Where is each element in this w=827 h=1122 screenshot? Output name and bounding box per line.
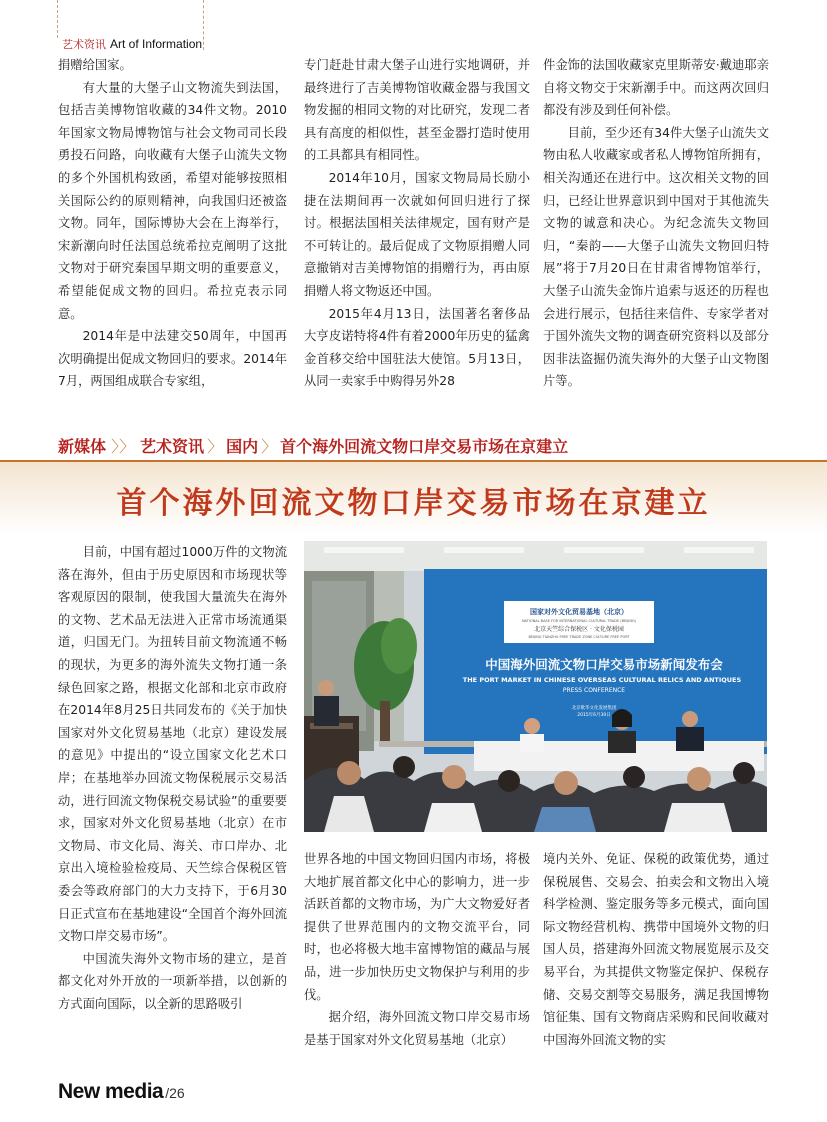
breadcrumb-separator: 〉 — [261, 437, 278, 456]
paragraph: 件金饰的法国收藏家克里斯蒂安·戴迪耶亲自将文物交于宋新潮手中。而这两次回归都没有涉及到任何补偿。 — [543, 58, 769, 118]
press-conference-photo — [304, 541, 767, 832]
magazine-name: New media — [58, 1080, 164, 1103]
breadcrumb-separator: 〉 — [207, 437, 224, 456]
article-col-2 — [304, 848, 530, 1051]
section-tag — [62, 36, 202, 52]
breadcrumb-domestic[interactable]: 国内 — [226, 437, 259, 456]
screen-date: 2015年6月30日 — [577, 713, 611, 718]
paragraph: 据介绍，海外回流文物口岸交易市场是基于国家对外文化贸易基地（北京） — [304, 1010, 530, 1047]
paragraph: 2014年是中法建交50周年，中国再次明确提出促成文物回归的要求。2014年7月，两国组成联合专家组， — [58, 329, 287, 389]
top-col-1 — [58, 54, 287, 393]
top-col-2 — [304, 54, 530, 393]
press-conference-image — [304, 541, 767, 832]
screen-title-cn: 中国海外回流文物口岸交易市场新闻发布会 — [485, 657, 723, 672]
paragraph: 目前，至少还有34件大堡子山流失文物由私人收藏家或者私人博物馆所拥有，相关沟通还在进行中。这次相关文物的回归，已经让世界意识到中国对于其他流失文物的诚意和决心。为纪念流失文物回归，“秦韵——大堡子山流失文物回归特展”将于7月20日在甘肃省博物馆举行，大堡子山流失金饰片追索与返还的历程也会进行展示，包括往来信件、专家学者对于国外流失文物的调查研究资料以及部分因非法盗掘仍流失海外的大堡子山文物图片等。 — [543, 125, 769, 389]
paragraph: 中国流失海外文物市场的建立，是首都文化对外开放的一项新举措，以创新的方式面向国际，以全新的思路吸引 — [58, 951, 287, 1011]
section-tag-en: Art of Information — [110, 37, 203, 51]
breadcrumb — [58, 434, 568, 457]
page-number: /26 — [165, 1085, 185, 1101]
breadcrumb-new-media[interactable]: 新媒体 — [58, 437, 107, 456]
screen-sub-en: BEIJING TIANZHU FREE TRADE ZONE CULTURE FREE PORT — [528, 635, 630, 639]
screen-org: 北京歌华文化发展集团 — [571, 706, 617, 711]
page-footer — [58, 1080, 185, 1104]
screen-top-en: NATIONAL BASE FOR INTERNATIONAL CULTURAL TRADE (BEIJING) — [521, 619, 637, 623]
breadcrumb-separator: 〉〉 — [111, 437, 136, 456]
section-tag-cn: 艺术资讯 — [62, 38, 106, 51]
paragraph: 有大量的大堡子山文物流失到法国，包括吉美博物馆收藏的34件文物。2010年国家文物局博物馆与社会文物司司长段勇投石问路，向收藏有大堡子山流失文物的多个外国机构致函，希望对能够按照相关国际公约的原则精神，向我国归还被盗文物。同年，国际博协大会在上海举行，宋新潮向时任法国总统希拉克阐明了这批文物对于研究秦国早期文明的重要意义，希望能促成文物的回归。希拉克表示同意。 — [58, 80, 287, 321]
header-dash-right — [203, 0, 204, 50]
breadcrumb-current: 首个海外回流文物口岸交易市场在京建立 — [280, 437, 569, 456]
screen-top-cn: 国家对外文化贸易基地（北京） — [530, 608, 628, 616]
screen-title-en: THE PORT MARKET IN CHINESE OVERSEAS CULTURAL RELICS AND ANTIQUES — [462, 676, 742, 684]
paragraph: 目前，中国有超过1000万件的文物流落在海外，但由于历史原因和市场现状等客观原因的限制，使我国大量流失在海外的文物、艺术品无法进入正常市场流通渠道，归国无门。为扭转目前文物流通不畅的现状，为更多的海外流失文物打通一条绿色回家之路，根据文化部和北京市政府在2014年8月25日共同发布的《关于加快国家对外文化贸易基地（北京）建设发展的意见》中提出的“设立国家文化艺术口岸；在基地举办回流文物保税展示交易活动，进行回流文物保税交易试验”的重要要求，国家对外文化贸易基地（北京）在市文物局、市文化局、海关、市口岸办、北京出入境检验检疫局、天竺综合保税区管委会等政府部门的大力支持下，于6月30日正式宣布在基地建设“全国首个海外回流文物口岸交易市场”。 — [58, 545, 287, 944]
paragraph: 专门赶赴甘肃大堡子山进行实地调研，并最终进行了吉美博物馆收藏金器与我国文物发掘的相同文物的对比研究，发现二者具有高度的相似性，甚至金器打造时使用的工具都具有相同性。 — [304, 58, 530, 163]
breadcrumb-art-news[interactable]: 艺术资讯 — [140, 437, 205, 456]
article-title: 首个海外回流文物口岸交易市场在京建立 — [116, 486, 711, 521]
screen-press: PRESS CONFERENCE — [562, 687, 626, 694]
header-dash-left — [57, 0, 58, 38]
paragraph: 世界各地的中国文物回归国内市场，将极大地扩展首都文化中心的影响力，进一步活跃首都的文物市场，为广大文物爱好者提供了世界范围内的文物交流平台，同时，也必将极大地丰富博物馆的藏品与展品，进一步加快历史文物保护与利用的步伐。 — [304, 852, 530, 1002]
article-col-1 — [58, 541, 287, 1015]
article-col-3 — [543, 848, 769, 1051]
screen-sub-cn: 北京天竺综合保税区 · 文化保税园 — [534, 626, 624, 633]
paragraph: 捐赠给国家。 — [58, 58, 132, 72]
top-col-3 — [543, 54, 769, 393]
paragraph: 2015年4月13日，法国著名奢侈品大亨皮诺特将4件有着2000年历史的猛禽金首移交给中国驻法大使馆。5月13日，从同一卖家手中购得另外28 — [304, 306, 530, 389]
paragraph: 境内关外、免证、保税的政策优势，通过保税展售、交易会、拍卖会和文物出入境科学检测、鉴定服务等多元模式，面向国际文物经营机构、携带中国境外文物的归国人员，搭建海外回流文物展览展示及交易平台，为其提供文物鉴定保护、保税存储、交易交割等交易服务，满足我国博物馆征集、国有文物商店采购和民间收藏对中国海外回流文物的实 — [543, 852, 769, 1047]
paragraph: 2014年10月，国家文物局局长励小捷在法期间再一次就如何回归进行了探讨。根据法国相关法律规定，国有财产是不可转让的。最后促成了文物原捐赠人同意撤销对吉美博物馆的捐赠行为，再由原捐赠人将文物返还中国。 — [304, 170, 530, 298]
